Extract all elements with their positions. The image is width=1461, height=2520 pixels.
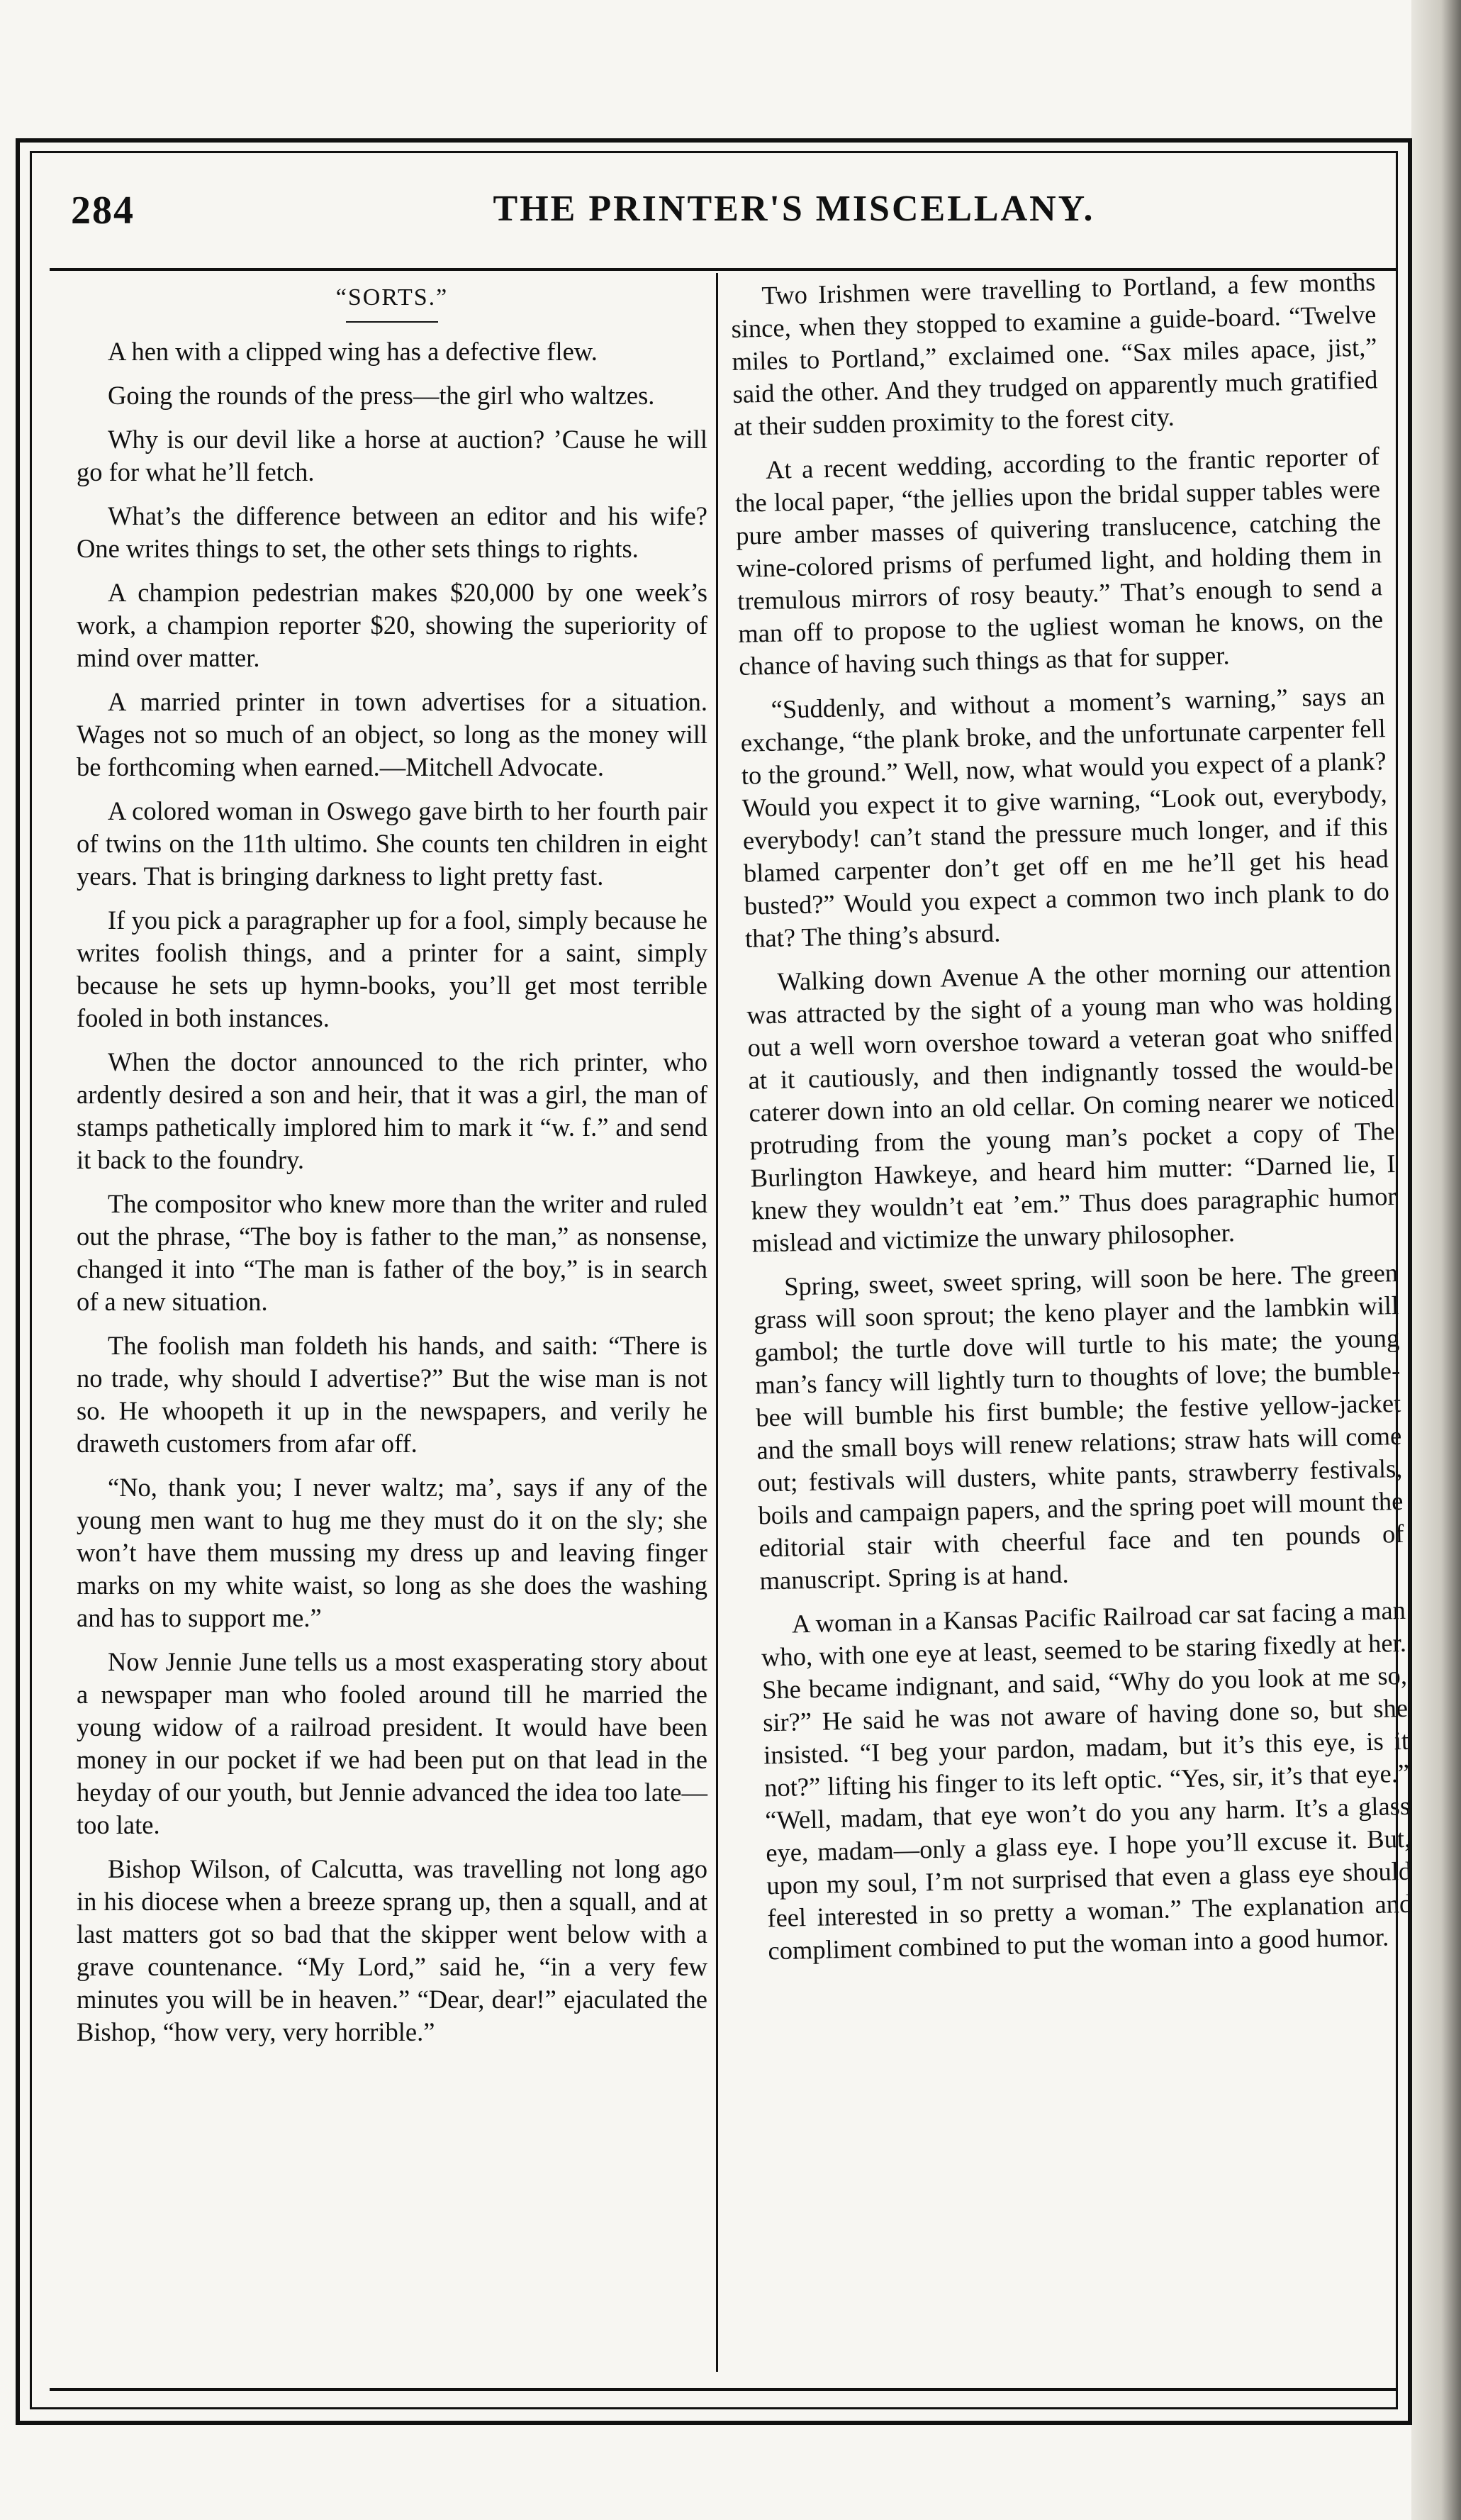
paragraph: “Suddenly, and without a moment’s warning,” says an exchange, “the plank broke, and the unfortunate carpenter fell to the ground.” Well, now, what would you expect of a plank? Would you expect it to give warning, “Look out, everybody, everybody! can’t stand the pressure much longer, and if this blamed carpenter don’t get off en me he’ll get his head busted?” Would you expect a common two inch plank to do that? The thing’s absurd. — [740, 681, 1390, 953]
paragraph: A champion pedestrian makes $20,000 by one week’s work, a champion reporter $20, showing the superiority of mind over matter. — [77, 578, 707, 672]
paragraph: Now Jennie June tells us a most exasperating story about a newspaper man who fooled around till he married the young widow of a railroad president. It would have been money in our pocket if we had been put on that lead in the heyday of our youth, but Jennie advanced the idea too late—too late. — [77, 1647, 707, 1839]
section-title: “SORTS.” — [335, 284, 449, 311]
paragraph: Spring, sweet, sweet spring, will soon be here. The green grass will soon sprout; the keno player and the lambkin will gambol; the turtle dove will turtle to his mate; the young man’s fancy will lightly turn to thoughts of love; the bumble-bee will bumble his first bumble; the festive yellow-jacket and the small boys will renew relations; straw hats will come out; festivals will dusters, white pants, strawberry festivals, boils and campaign papers, and the spring poet will mount the editorial stair with cheerful face and ten pounds of manuscript. Spring is at hand. — [753, 1257, 1404, 1595]
paragraph: Two Irishmen were travelling to Portland, a few months since, when they stopped to examine a guide-board. “Twelve miles to Portland,” exclaimed one. “Sax miles apace, jist,” said the other. And they trudged on apparently much gratified at their sudden proximity to the forest city. — [731, 267, 1378, 441]
paragraph: The foolish man foldeth his hands, and saith: “There is no trade, why should I advertise?” But the wise man is not so. He whoopeth it up in the newspapers, and verily he draweth customers from afar off. — [77, 1331, 707, 1458]
right-column — [730, 265, 1414, 1978]
paragraph: Going the rounds of the press—the girl who waltzes. — [108, 381, 655, 410]
paragraph: A woman in a Kansas Pacific Railroad car sat facing a man who, with one eye at least, seemed to be staring fixedly at her. She became indignant, and said, “Why do you look at me so, sir?” He said he was not aware of having done so, but she insisted. “I beg your pardon, madam, but it’s this eye, is it not?” lifting his finger to its left optic. “Yes, sir, it’s that eye.” “Well, madam, that eye won’t do you any harm. It’s a glass eye, madam—only a glass eye. I hope you’ll excuse it. But, upon my soul, I’m not surprised that even a glass eye should feel interested in so pretty a woman.” The explanation and compliment combined to put the woman into a good humor. — [761, 1595, 1413, 1966]
paragraph: The compositor who knew more than the writer and ruled out the phrase, “The boy is father to the man,” as nonsense, changed it into “The man is father of the boy,” is in search of a new situation. — [77, 1189, 707, 1316]
paragraph: A colored woman in Oswego gave birth to her fourth pair of twins on the 11th ultimo. She counts ten children in eight years. That is bringing darkness to light pretty fast. — [77, 796, 707, 891]
paragraph: Walking down Avenue A the other morning our attention was attracted by the sight of a young man who was holding out a well worn overshoe toward a veteran goat who sniffed at it cautiously, and then indignantly tossed the would-be caterer down into an old cellar. On coming nearer we noticed protruding from the young man’s pocket a copy of The Burlington Hawkeye, and heard him mutter: “Darned lie, I knew they wouldn’t eat ’em.” Thus does paragraphic humor mislead and victimize the unwary philosopher. — [746, 953, 1397, 1258]
footer-rule — [50, 2388, 1396, 2391]
running-title: THE PRINTER'S MISCELLANY. — [493, 189, 1095, 229]
paragraph: At a recent wedding, according to the frantic reporter of the local paper, “the jellies upon the bridal supper tables were pure amber masses of quivering translucence, catching the wine-colored prisms of perfumed light, and holding them in tremulous mirrors of rosy beauty.” That’s enough to send a man off to propose to the ugliest woman he knows, on the chance of having such things as that for supper. — [734, 441, 1384, 681]
left-column — [77, 280, 707, 2060]
paragraph: What’s the difference between an editor and his wife? One writes things to set, the other sets things to rights. — [77, 501, 707, 563]
section-title-rule — [346, 321, 438, 323]
paragraph: Bishop Wilson, of Calcutta, was travelling not long ago in his diocese when a breeze sprang up, then a squall, and at last matters got so bad that the skipper went below with a grave countenance. “My Lord,” said he, “in a very few minutes you will be in heaven.” “Dear, dear!” ejaculated the Bishop, “how very, very horrible.” — [77, 1854, 707, 2046]
page-header — [50, 181, 1396, 245]
paragraph: A married printer in town advertises for a situation. Wages not so much of an object, so long as the money will be forthcoming when earned.—Mitchell Advocate. — [77, 687, 707, 781]
book-spine-shadow — [1411, 0, 1461, 2520]
paragraph: When the doctor announced to the rich printer, who ardently desired a son and heir, that it was a girl, the man of stamps pathetically implored him to mark it “w. f.” and send it back to the foundry. — [77, 1047, 707, 1174]
column-divider — [716, 273, 718, 2372]
paragraph: “No, thank you; I never waltz; ma’, says if any of the young men want to hug me they must do it on the sly; she won’t have them mussing my dress up and leaving finger marks on my white waist, so long as she does the washing and has to support me.” — [77, 1473, 707, 1632]
paragraph: A hen with a clipped wing has a defective flew. — [108, 337, 598, 366]
paragraph: Why is our devil like a horse at auction? ’Cause he will go for what he’ll fetch. — [77, 425, 707, 486]
paragraph: If you pick a paragrapher up for a fool, simply because he writes foolish things, and a printer for a saint, simply because he sets up hymn-books, you’ll get most terrible fooled in both instances. — [77, 905, 707, 1032]
page-number: 284 — [71, 189, 135, 233]
